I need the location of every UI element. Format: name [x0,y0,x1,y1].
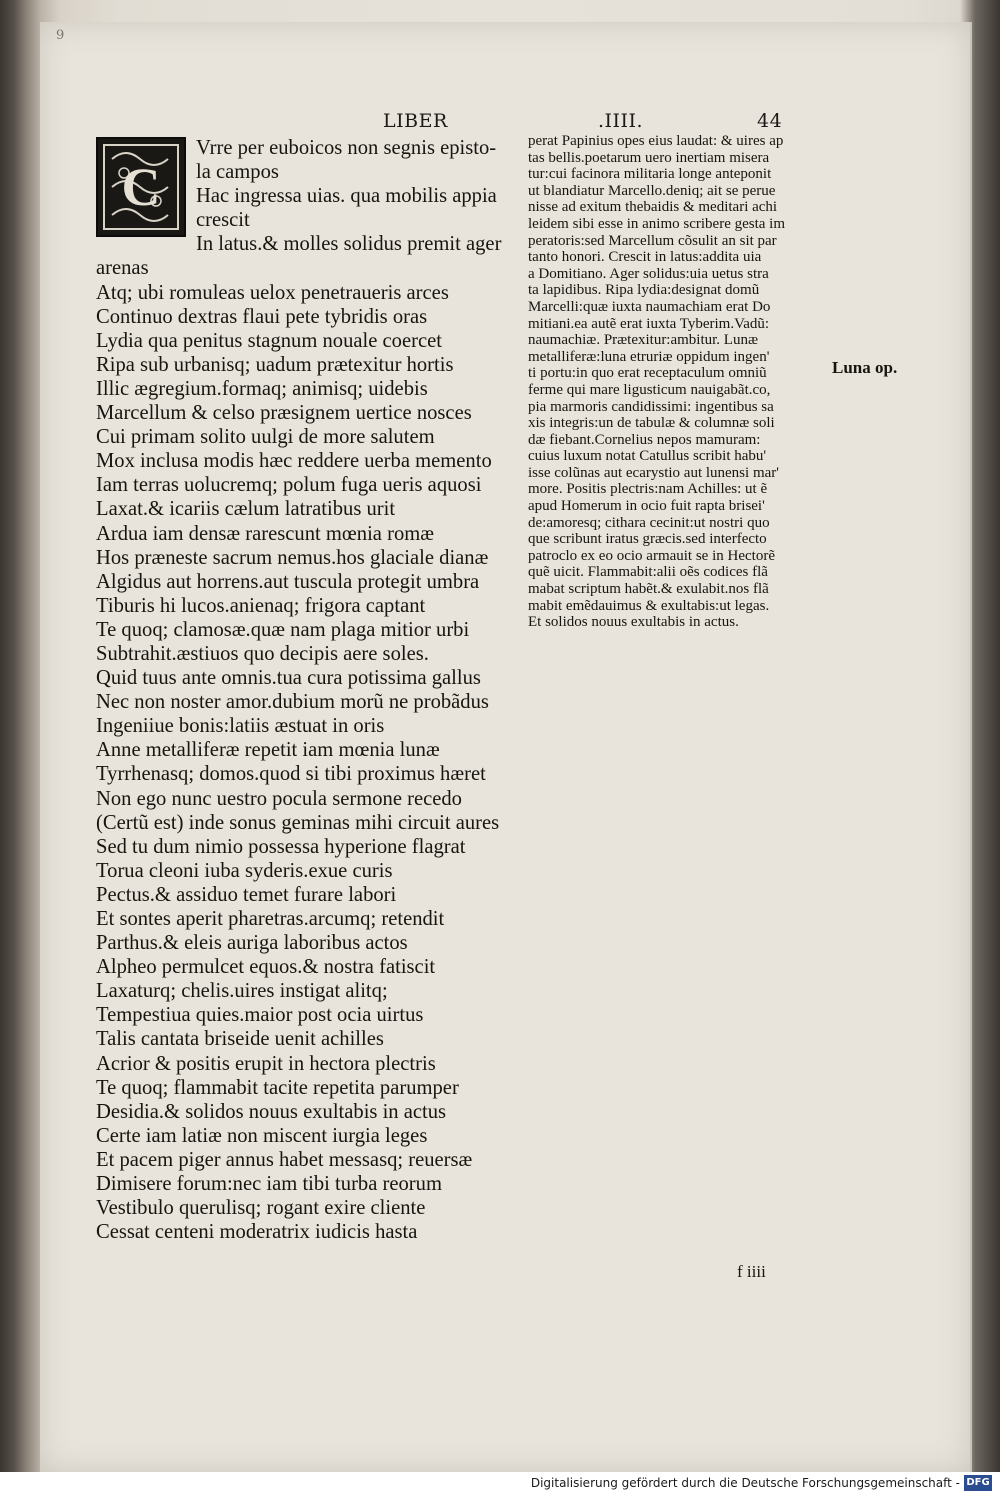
commentary-line: xis integris:un de tabulæ & columnæ soli [528,415,775,432]
poem-line: (Certũ est) inde sonus geminas mihi circuit aures [96,811,500,834]
poem-line: Non ego nunc uestro pocula sermone recedo [96,787,462,810]
commentary-line: tur:cui facinora militaria longe anteponit [528,166,772,183]
poem-line: Vestibulo querulisq; rogant exire cliente [96,1197,426,1220]
poem-line: Ardua iam densæ rarescunt mœnia romæ [96,522,434,545]
poem-line: Anne metalliferæ repetit iam mœnia lunæ [96,739,440,762]
commentary-line: dæ fiebant.Cornelius nepos mamuram: [528,431,761,448]
poem-line: Laxaturq; chelis.uires instigat alitq; [96,980,388,1003]
commentary-line: isse colũnas aut ecarystio aut lunensi mar' [528,464,779,481]
footer-credit: Digitalisierung gefördert durch die Deutsche Forschungsgemeinschaft - [530,1476,960,1490]
poem-line: Subtrahit.æstiuos quo decipis aere soles. [96,642,429,665]
poem-line: Tempestiua quies.maior post ocia uirtus [96,1004,424,1027]
poem-line: Pectus.& assiduo temet furare labori [96,883,397,906]
commentary-line: ta lapidibus. Ripa lydia:designat domũ [528,282,760,299]
poem-line: Laxat.& icariis cælum latratibus urit [96,498,396,521]
poem-line: Nec non noster amor.dubium morũ ne probãdus [96,691,489,714]
poem-line: Iam terras uolucremq; polum fuga ueris aquosi [96,474,482,497]
commentary-line: mabat scriptum habẽt.& exulabit.nos flã [528,581,769,598]
commentary-line: apud Homerum in ocio fuit rapta brisei' [528,498,765,515]
poem-line: Hac ingressa uias. qua mobilis appia [196,185,497,208]
dropcap-letter: C [121,157,161,217]
poem-line: Alpheo permulcet equos.& nostra fatiscit [96,956,436,979]
poem-line: Te quoq; clamosæ.quæ nam plaga mitior urbi [96,618,470,641]
commentary-line: de:amoresq; cithara cecinit:ut nostri quo [528,514,770,531]
poem-line: Torua cleoni iuba syderis.exue curis [96,859,393,882]
commentary-line: mabit emẽdauimus & exultabis:ut legas. [528,597,770,614]
poem-line: Te quoq; flammabit tacite repetita parumper [96,1076,459,1099]
poem-line: Mox inclusa modis hæc reddere uerba memento [96,450,492,473]
poem-line: crescit [196,209,250,232]
poem-line: Desidia.& solidos nouus exultabis in actus [96,1100,447,1123]
commentary-line: quẽ uicit. Flammabit:alii oẽs codices flã [528,564,768,581]
poem-line: Illic ægregium.formaq; animisq; uidebis [96,377,428,400]
poem-line: Vrre per euboicos non segnis episto- [196,137,497,159]
poem-line: Certe iam latiæ non miscent iurgia leges [96,1124,428,1147]
commentary-line: naumachiæ. Prætexitur:ambitur. Lunæ [528,332,758,349]
poem-line: Cui primam solito uulgi de more salutem [96,426,435,449]
commentary-line: Marcelli:quæ iuxta naumachiam erat Do [528,298,771,315]
folio-mark: 9 [56,28,65,43]
commentary-line: leidem sibi esse in animo scribere gesta im [528,215,786,232]
marginal-note: Luna op. [832,358,898,377]
running-head-liber: LIBER [383,110,448,132]
poem-line: Lydia qua penitus stagnum nouale coercet [96,329,442,352]
commentary-line: cuius luxum notat Catullus scribit habu' [528,448,767,465]
commentary-line: mitiani.ea autẽ erat iuxta Tyberim.Vadũ: [528,315,770,332]
commentary-line: ti portu:in quo erat receptaculum omniũ [528,365,767,382]
commentary-line: ferme qui mare ligusticum nauigabãt.co, [528,381,771,398]
commentary-line: tanto honori. Crescit in latus:addita uia [528,249,762,266]
footer-bar [0,1472,1000,1495]
poem-line: Tiburis hi lucos.anienaq; frigora captant [96,594,426,617]
poem-line: Hos præneste sacrum nemus.hos glaciale dianæ [96,546,489,569]
commentary-line: pia marmoris candidissimi: ingentibus sa [528,398,774,415]
commentary-line: metalliferæ:luna etruriæ oppidum ingen' [528,348,770,365]
poem-line: Talis cantata briseide uenit achilles [96,1028,384,1051]
poem-line: Algidus aut horrens.aut tuscula protegit umbra [96,570,480,593]
commentary-line: tas bellis.poetarum uero inertiam misera [528,149,770,166]
commentary-line: a Domitiano. Ager solidus:uia uetus stra [528,265,769,282]
commentary-text [528,133,830,631]
poem-line: Ingeniiue bonis:latiis æstuat in oris [96,715,385,738]
poem-line: la campos [196,161,279,184]
running-head-book-number: .IIII. [598,110,644,132]
commentary-line: patroclo ex eo ocio armauit se in Hectorẽ [528,547,775,564]
poem-line: Continuo dextras flaui pete tybridis oras [96,305,428,328]
poem-line: Marcellum & celso præsignem uertice nosces [96,402,472,425]
poem-line: Dimisere forum:nec iam tibi turba reorum [96,1173,442,1196]
poem-line: Et sontes aperit pharetras.arcumq; retendit [96,908,445,930]
poem-line: Quid tuus ante omnis.tua cura potissima gallus [96,667,481,690]
commentary-line: more. Positis plectris:nam Achilles: ut ẽ [528,481,768,498]
signature-mark: f iiii [737,1262,766,1281]
poem-line: Acrior & positis erupit in hectora plectris [96,1052,436,1075]
dfg-logo-icon: DFG [964,1475,992,1491]
poem-line: Tyrrhenasq; domos.quod si tibi proximus hæret [96,763,486,786]
commentary-line: perat Papinius opes eius laudat: & uires ap [528,133,784,149]
poem-line: Atq; ubi romuleas uelox penetraueris arces [96,281,449,304]
commentary-line: nisse ad exitum thebaidis & meditari achi [528,199,778,216]
commentary-line: que scribunt iratus græcis.sed interfecto [528,531,767,548]
commentary-line: peratoris:sed Marcellum cõsulit an sit par [528,232,777,249]
poem-line: In latus.& molles solidus premit ager [196,233,502,256]
page-number: 44 [757,110,783,132]
poem-line: Ripa sub urbanisq; uadum prætexitur hortis [96,353,454,376]
commentary-line: ut blandiatur Marcello.deniq; ait se perue [528,182,776,199]
poem-line: Parthus.& eleis auriga laboribus actos [96,932,408,955]
poem-line: Et pacem piger annus habet messasq; reuersæ [96,1148,473,1171]
poem-line: arenas [96,257,149,280]
poem-text [96,136,516,1244]
poem-line: Sed tu dum nimio possessa hyperione flagrat [96,835,466,858]
poem-line: Cessat centeni moderatrix iudicis hasta [96,1221,418,1244]
commentary-line: Et solidos nouus exultabis in actus. [528,614,739,631]
